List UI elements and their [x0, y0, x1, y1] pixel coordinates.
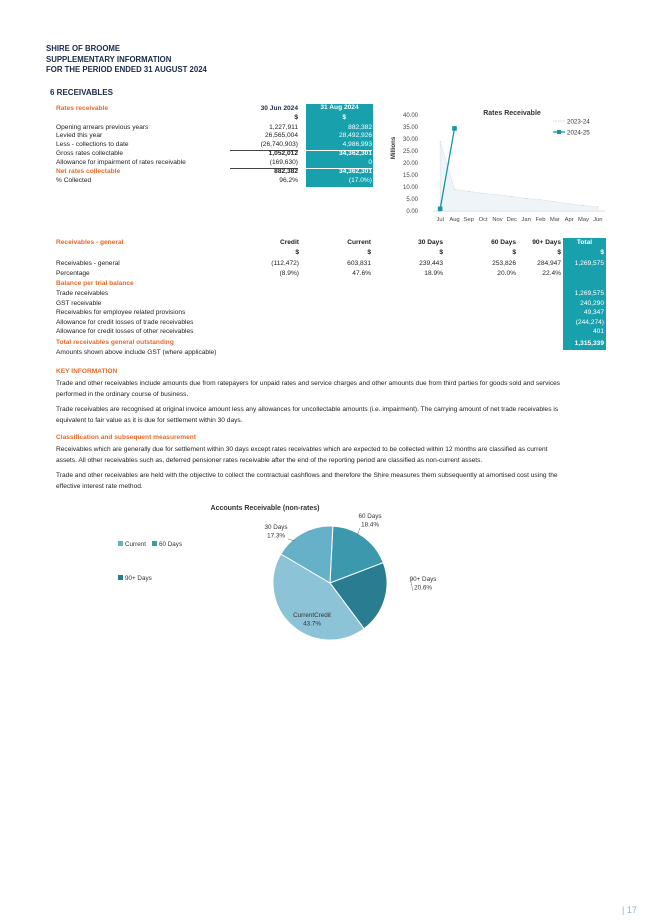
rates-title: Rates receivable	[56, 105, 109, 112]
general-row-value: 284,947	[537, 260, 561, 267]
total-outstanding-value: 1,315,339	[574, 340, 604, 347]
balance-row-value: 240,290	[580, 299, 604, 307]
rates-row-label: % Collected	[56, 177, 92, 184]
rates-row-label: Levied this year	[56, 132, 103, 139]
general-unit-cell: $	[600, 249, 604, 256]
series-2024-25-point	[452, 126, 457, 131]
general-row-value: (112,472)	[271, 260, 299, 267]
gst-note: Amounts shown above include GST (where applicable)	[56, 349, 217, 356]
y-tick-label: 10.00	[402, 185, 418, 191]
general-row-label: Receivables - general	[56, 260, 120, 267]
rates-col1-header: 30 Jun 2024	[260, 105, 298, 112]
general-row-value: 253,826	[492, 260, 516, 267]
series-2023-24-point	[468, 191, 469, 192]
y-tick-label: 25.00	[402, 149, 418, 155]
pie-legend-swatch	[118, 541, 123, 546]
x-tick-label: Jul	[436, 217, 444, 223]
general-title: Receivables - general	[56, 239, 124, 246]
general-header-cell: 30 Days	[418, 239, 443, 246]
classification-paragraph-1: Receivables which are generally due for settlement within 30 days except rates receivables which are expected to be collected within 12 months are classified as current assets. All other receivables such as, deferred pensioner rates receivable after the end of the reporting period are classified as non-current assets.	[56, 446, 548, 464]
balance-row-value: 401	[592, 328, 604, 335]
total-outstanding-label: Total receivables general outstanding	[56, 339, 174, 346]
pie-slice-label: 60 Days	[358, 513, 382, 520]
balance-row-label: Receivables for employee related provisions	[56, 309, 186, 316]
series-2023-24-point	[554, 201, 555, 202]
pie-slice-percent: 18.4%	[361, 521, 379, 529]
rates-row-value-aug: (17.0%)	[348, 177, 372, 184]
rates-unit-1: $	[294, 114, 298, 121]
org-name: SHIRE OF BROOME	[46, 44, 121, 53]
general-unit-cell: $	[512, 249, 516, 256]
rates-row-value-aug: 34,362,301	[338, 150, 372, 157]
y-tick-label: 30.00	[402, 137, 418, 143]
pie-slice-percent: 17.3%	[267, 532, 285, 540]
percentage-row-value: 20.0%	[497, 270, 516, 277]
rates-row-value-aug: 0	[306, 159, 372, 169]
x-tick-label: Jan	[521, 217, 531, 223]
balance-row-label: GST receivable	[56, 299, 102, 307]
rates-row-value-jun: 882,382	[274, 168, 298, 175]
pie-slice-label: CurrentCredit	[293, 612, 331, 619]
x-tick-label: Apr	[564, 217, 574, 223]
rates-row-value-aug: 4,986,993	[306, 141, 372, 151]
x-tick-label: Feb	[535, 217, 546, 223]
y-tick-label: 0.00	[406, 209, 418, 215]
rates-row-value-aug: 28,492,926	[338, 132, 372, 139]
balance-title: Balance per trial balance	[56, 280, 134, 287]
series-2024-25-point	[438, 207, 443, 212]
rates-row-value-jun: (169,630)	[230, 159, 298, 169]
rates-row-value-aug: 882,382	[348, 124, 372, 131]
chart-y-label: Millions	[391, 136, 397, 160]
pie-slice-label: 90+ Days	[409, 576, 437, 583]
y-tick-label: 5.00	[406, 197, 418, 203]
series-2023-24-point	[583, 205, 584, 206]
report-period: FOR THE PERIOD ENDED 31 AUGUST 2024	[46, 65, 207, 74]
percentage-row-value: (8.9%)	[279, 270, 299, 277]
chart-title: Rates Receivable	[483, 110, 541, 117]
pie-legend-label: Current	[125, 541, 146, 548]
y-tick-label: 35.00	[402, 125, 418, 131]
percentage-row-value: 18.9%	[424, 270, 443, 277]
document-header	[46, 44, 207, 76]
page-number: | 17	[622, 905, 637, 915]
series-2023-24-point	[526, 198, 527, 199]
percentage-row-label: Percentage	[56, 270, 90, 277]
legend-2024-25-marker	[557, 130, 561, 134]
pie-legend-swatch	[152, 541, 157, 546]
percentage-row-value: 47.6%	[352, 270, 371, 277]
balance-row-label: Allowance for credit losses of trade receivables	[56, 318, 194, 326]
rates-row-value-jun: 1,227,911	[269, 124, 298, 131]
classification-paragraph-2: Trade and other receivables are held with the objective to collect the contractual cashflows and therefore the Shire measures them subsequently at amortised cost using the effective interest rate method.	[56, 472, 558, 490]
key-info-title: KEY INFORMATION	[56, 368, 118, 375]
x-tick-label: Dec	[506, 217, 517, 223]
y-tick-label: 20.00	[402, 161, 418, 167]
section-title: 6 RECEIVABLES	[50, 88, 113, 97]
rates-receivable-chart	[385, 104, 615, 229]
x-tick-label: Aug	[449, 217, 460, 223]
series-2023-24-point	[597, 206, 598, 207]
pie-title: Accounts Receivable (non-rates)	[210, 505, 320, 512]
percentage-row-value: 22.4%	[542, 270, 561, 277]
series-2023-24-point	[440, 141, 441, 142]
balance-row-value: 1,269,575	[574, 290, 604, 297]
balance-row-value: 49,347	[583, 309, 604, 316]
rates-row-value-aug: 34,362,301	[338, 168, 372, 175]
classification-title: Classification and subsequent measurement	[56, 434, 196, 441]
pie-legend-label: 60 Days	[159, 541, 183, 548]
report-title: SUPPLEMENTARY INFORMATION	[46, 54, 172, 64]
y-tick-label: 40.00	[402, 113, 418, 119]
rates-row-value-jun: 26,565,004	[264, 132, 298, 139]
balance-row-value: (244,274)	[575, 318, 604, 326]
rates-row-value-jun: (26,740,903)	[230, 141, 298, 151]
rates-row-label: Net rates collectable	[56, 168, 121, 175]
rates-row-label: Less - collections to date	[56, 141, 129, 148]
x-tick-label: Sep	[463, 217, 474, 223]
pie-legend-swatch	[118, 575, 123, 580]
rates-row-value-jun: 1,052,012	[268, 150, 298, 157]
general-unit-cell: $	[557, 249, 561, 256]
x-tick-label: Mar	[549, 217, 560, 223]
general-header-cell: Total	[576, 239, 593, 246]
general-header-cell: Current	[347, 239, 371, 246]
rates-row-value-jun: 96.2%	[279, 177, 298, 184]
rates-unit-2: $	[342, 114, 346, 121]
series-2023-24-point	[454, 189, 455, 190]
x-tick-label: Oct	[478, 217, 488, 223]
general-row-value: 1,269,575	[574, 260, 604, 267]
legend-2024-25: 2024-25	[567, 129, 590, 137]
general-row-value: 239,443	[419, 260, 443, 267]
series-2023-24-point	[483, 193, 484, 194]
pie-slice-percent: 20.6%	[414, 584, 432, 592]
series-2023-24-point	[540, 199, 541, 200]
pie-legend-label: 90+ Days	[125, 575, 152, 582]
key-info-paragraph-1: Trade and other receivables include amounts due from ratepayers for unpaid rates and service charges and other amounts due from third parties for goods sold and services performed in the ordinary course of business.	[56, 380, 561, 398]
general-row-value: 603,831	[347, 260, 371, 267]
pie-slice-label: 30 Days	[264, 524, 288, 531]
accounts-receivable-pie-chart	[100, 496, 480, 646]
series-2023-24-point	[511, 196, 512, 197]
x-tick-label: May	[578, 217, 589, 223]
series-2023-24-point	[497, 194, 498, 195]
rates-row-label: Allowance for impairment of rates receivable	[56, 159, 186, 166]
rates-col2-header: 31 Aug 2024	[306, 104, 373, 114]
x-tick-label: Nov	[492, 217, 503, 223]
general-unit-cell: $	[295, 249, 299, 256]
rates-row-label: Opening arrears previous years	[56, 124, 149, 131]
legend-2023-24: 2023-24	[567, 118, 590, 126]
general-header-cell: 90+ Days	[532, 239, 561, 246]
general-header-cell: 60 Days	[491, 239, 516, 246]
general-header-cell: Credit	[279, 239, 299, 246]
y-tick-label: 15.00	[402, 173, 418, 179]
x-tick-label: Jun	[593, 217, 603, 223]
general-unit-cell: $	[439, 249, 443, 256]
balance-row-label: Allowance for credit losses of other receivables	[56, 328, 194, 335]
series-2023-24-area	[440, 141, 598, 211]
key-info-paragraph-2: Trade receivables are recognised at original invoice amount less any allowances for uncollectable amounts (i.e. impairment). The carrying amount of net trade receivables is equivalent to fair value as it is due for settlement within 30 days.	[56, 406, 559, 424]
rates-row-label: Gross rates collectable	[56, 150, 124, 157]
series-2023-24-point	[569, 203, 570, 204]
pie-slice-percent: 43.7%	[303, 620, 321, 628]
general-unit-cell: $	[367, 249, 371, 256]
balance-row-label: Trade receivables	[56, 290, 109, 297]
